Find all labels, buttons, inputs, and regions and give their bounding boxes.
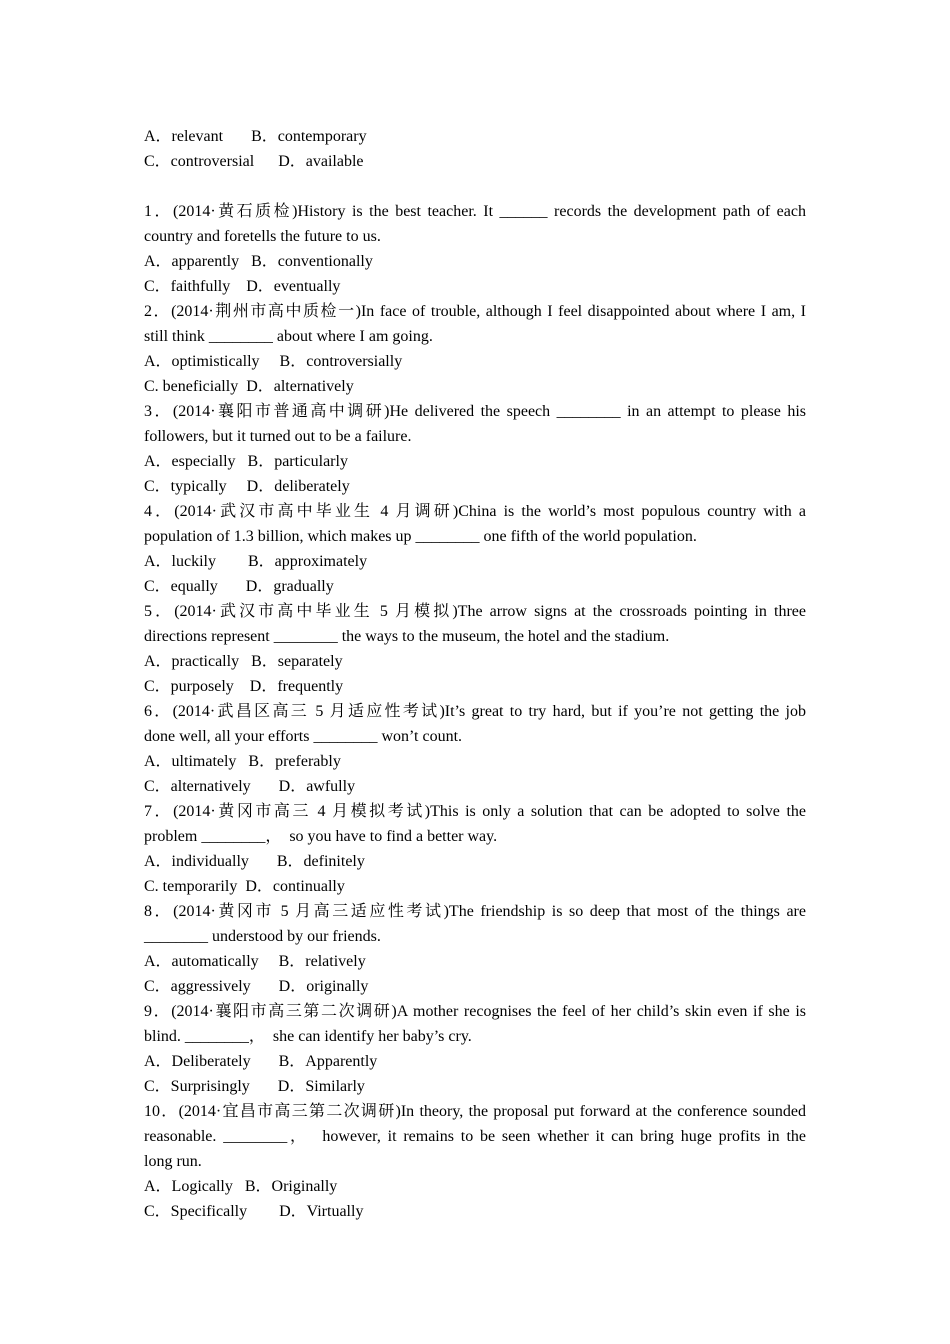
question-5 xyxy=(144,599,806,699)
question-text: population of 1.3 billion, which makes up ________ one fifth of the world population. xyxy=(144,528,697,545)
option-line-ab: A．practically B．separately xyxy=(144,653,343,670)
question-text: blind. ________， she can identify her baby’s cry. xyxy=(144,1028,472,1045)
question-text: 10．(2014·宜昌市高三第二次调研)In theory, the proposal put forward at the conference sounded xyxy=(144,1103,806,1120)
option-line-cd: C. beneficially D．alternatively xyxy=(144,378,354,395)
option-line-ab: A．optimistically B．controversially xyxy=(144,353,403,370)
question-6 xyxy=(144,699,806,799)
option-line-cd: C．Surprisingly D．Similarly xyxy=(144,1078,365,1095)
option-line-ab: A．ultimately B．preferably xyxy=(144,753,341,770)
option-line-cd: C．Specifically D．Virtually xyxy=(144,1203,364,1220)
option-line-cd: C．equally D．gradually xyxy=(144,578,334,595)
question-8 xyxy=(144,899,806,999)
question-text: 9．(2014·襄阳市高三第二次调研)A mother recognises the feel of her child’s skin even if she is xyxy=(144,1003,806,1020)
question-text: 1．(2014·黄石质检)History is the best teacher. It ______ records the development path of each xyxy=(144,203,806,220)
question-text: country and foretells the future to us. xyxy=(144,228,381,245)
question-10 xyxy=(144,1099,806,1224)
option-line-ab: A．Logically B．Originally xyxy=(144,1178,338,1195)
header-options-line-1: A．relevant B．contemporary xyxy=(144,128,367,145)
question-text: long run. xyxy=(144,1153,202,1170)
question-4 xyxy=(144,499,806,599)
question-text: directions represent ________ the ways to the museum, the hotel and the stadium. xyxy=(144,628,670,645)
option-line-cd: C．purposely D．frequently xyxy=(144,678,344,695)
question-text: 4．(2014·武汉市高中毕业生 4 月调研)China is the world’s most populous country with a xyxy=(144,503,806,520)
question-1 xyxy=(144,199,806,299)
question-text: 2．(2014·荆州市高中质检一)In face of trouble, although I feel disappointed about where I am, I xyxy=(144,303,806,320)
option-line-cd: C．aggressively D．originally xyxy=(144,978,369,995)
option-line-ab: A．luckily B．approximately xyxy=(144,553,368,570)
option-line-ab: A．individually B．definitely xyxy=(144,853,365,870)
question-2 xyxy=(144,299,806,399)
option-line-cd: C．alternatively D．awfully xyxy=(144,778,356,795)
option-line-cd: C．faithfully D．eventually xyxy=(144,278,341,295)
option-line-ab: A．automatically B．relatively xyxy=(144,953,366,970)
option-line-ab: A．Deliberately B．Apparently xyxy=(144,1053,378,1070)
question-text: still think ________ about where I am going. xyxy=(144,328,433,345)
question-7 xyxy=(144,799,806,899)
option-line-ab: A．especially B．particularly xyxy=(144,453,348,470)
question-9 xyxy=(144,999,806,1099)
question-text: 5．(2014·武汉市高中毕业生 5 月模拟)The arrow signs at the crossroads pointing in three xyxy=(144,603,806,620)
question-text: 8．(2014·黄冈市 5 月高三适应性考试)The friendship is so deep that most of the things are xyxy=(144,903,806,920)
question-text: problem ________， so you have to find a better way. xyxy=(144,828,498,845)
document-body xyxy=(144,124,806,1224)
question-text: reasonable. ________， however, it remains to be seen whether it can bring huge profits in the xyxy=(144,1128,806,1145)
question-text: 3．(2014·襄阳市普通高中调研)He delivered the speech ________ in an attempt to please his xyxy=(144,403,806,420)
question-text: done well, all your efforts ________ won’t count. xyxy=(144,728,463,745)
option-line-cd: C．typically D．deliberately xyxy=(144,478,350,495)
question-text: ________ understood by our friends. xyxy=(144,928,381,945)
question-text: 7．(2014·黄冈市高三 4 月模拟考试)This is only a solution that can be adopted to solve the xyxy=(144,803,806,820)
spacer xyxy=(144,174,806,199)
question-3 xyxy=(144,399,806,499)
question-text: followers, but it turned out to be a failure. xyxy=(144,428,412,445)
header-options-line-2: C．controversial D．available xyxy=(144,153,364,170)
option-line-cd: C. temporarily D．continually xyxy=(144,878,345,895)
option-line-ab: A．apparently B．conventionally xyxy=(144,253,373,270)
question-text: 6．(2014·武昌区高三 5 月适应性考试)It’s great to try hard, but if you’re not getting the job xyxy=(144,703,806,720)
